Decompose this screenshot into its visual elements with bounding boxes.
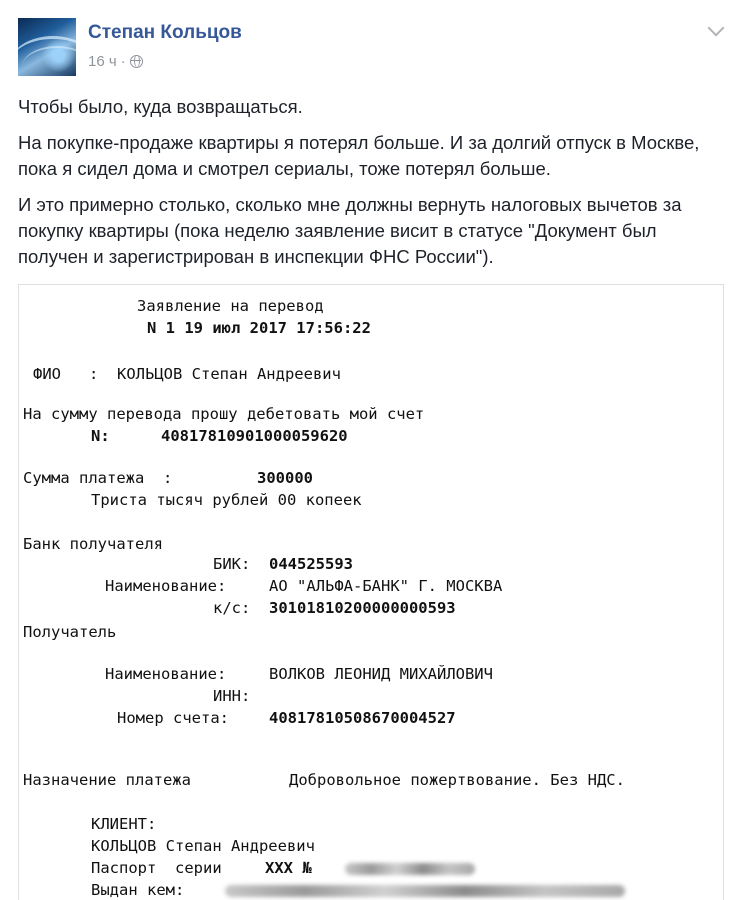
doc-title: Заявление на перевод — [137, 297, 324, 315]
chevron-down-icon[interactable] — [708, 20, 725, 37]
doc-client-label: КЛИЕНТ: — [91, 815, 157, 833]
post-meta — [88, 53, 143, 70]
doc-purpose-value: Добровольное пожертвование. Без НДС. — [289, 771, 625, 789]
doc-fio-value: КОЛЬЦОВ Степан Андреевич — [117, 365, 341, 383]
doc-passport-label: Паспорт серии — [91, 859, 222, 877]
doc-passport-redacted — [345, 859, 475, 877]
post-header — [18, 16, 726, 80]
doc-amount-value: 300000 — [257, 469, 313, 487]
doc-ks-value: 30101810200000000593 — [269, 599, 456, 617]
doc-recipient-name-label: Наименование: — [105, 665, 227, 683]
doc-account-value: 40817810901000059620 — [161, 427, 348, 445]
post-text — [18, 94, 722, 280]
meta-separator: · — [120, 53, 126, 70]
doc-bank-name-label: Наименование: — [105, 577, 227, 595]
doc-purpose-label: Назначение платежа — [23, 771, 191, 789]
doc-bik-value: 044525593 — [269, 555, 353, 573]
post-time[interactable]: 16 ч — [88, 53, 117, 70]
doc-issued-redacted — [225, 881, 625, 899]
doc-ks-label: к/с: — [213, 599, 251, 617]
doc-inn-label: ИНН: — [213, 687, 251, 705]
doc-fio-label: ФИО : — [33, 365, 99, 383]
post-paragraph-1: Чтобы было, куда возвращаться. — [18, 96, 303, 117]
doc-bik-label: БИК: — [213, 555, 251, 573]
doc-recipient-account-label: Номер счета: — [117, 709, 229, 727]
globe-icon[interactable] — [130, 55, 143, 68]
doc-bank-name-value: АО "АЛЬФА-БАНК" Г. МОСКВА — [269, 577, 503, 595]
doc-bank-section: Банк получателя — [23, 535, 163, 553]
doc-amount-label: Сумма платежа : — [23, 469, 173, 487]
doc-amount-words: Триста тысяч рублей 00 копеек — [91, 491, 362, 509]
post-paragraph-2: На покупке-продаже квартиры я потерял больше. И за долгий отпуск в Москве, пока я сидел дома и смотрел сериалы, тоже потерял больше. — [18, 132, 700, 179]
post-paragraph-3: И это примерно столько, сколько мне должны вернуть налоговых вычетов за покупку квартиры (пока неделю заявление висит в статусе "Документ был получен и зарегистрирован в инспекции ФНС России"). — [18, 194, 682, 267]
avatar[interactable] — [18, 18, 76, 76]
doc-recipient-name-value: ВОЛКОВ ЛЕОНИД МИХАЙЛОВИЧ — [269, 665, 493, 683]
doc-recipient-account-value: 40817810508670004527 — [269, 709, 456, 727]
doc-passport-series: XXX № — [265, 859, 312, 877]
doc-number-date: N 1 19 июл 2017 17:56:22 — [147, 319, 371, 337]
doc-issued-label: Выдан кем: — [91, 881, 185, 899]
doc-recipient-section: Получатель — [23, 623, 117, 641]
doc-account-label: N: — [91, 427, 110, 445]
doc-client-name: КОЛЬЦОВ Степан Андреевич — [91, 837, 315, 855]
doc-debit-text: На сумму перевода прошу дебетовать мой счет — [23, 405, 425, 423]
transfer-document-image[interactable] — [18, 284, 724, 900]
author-name[interactable]: Степан Кольцов — [88, 22, 242, 43]
